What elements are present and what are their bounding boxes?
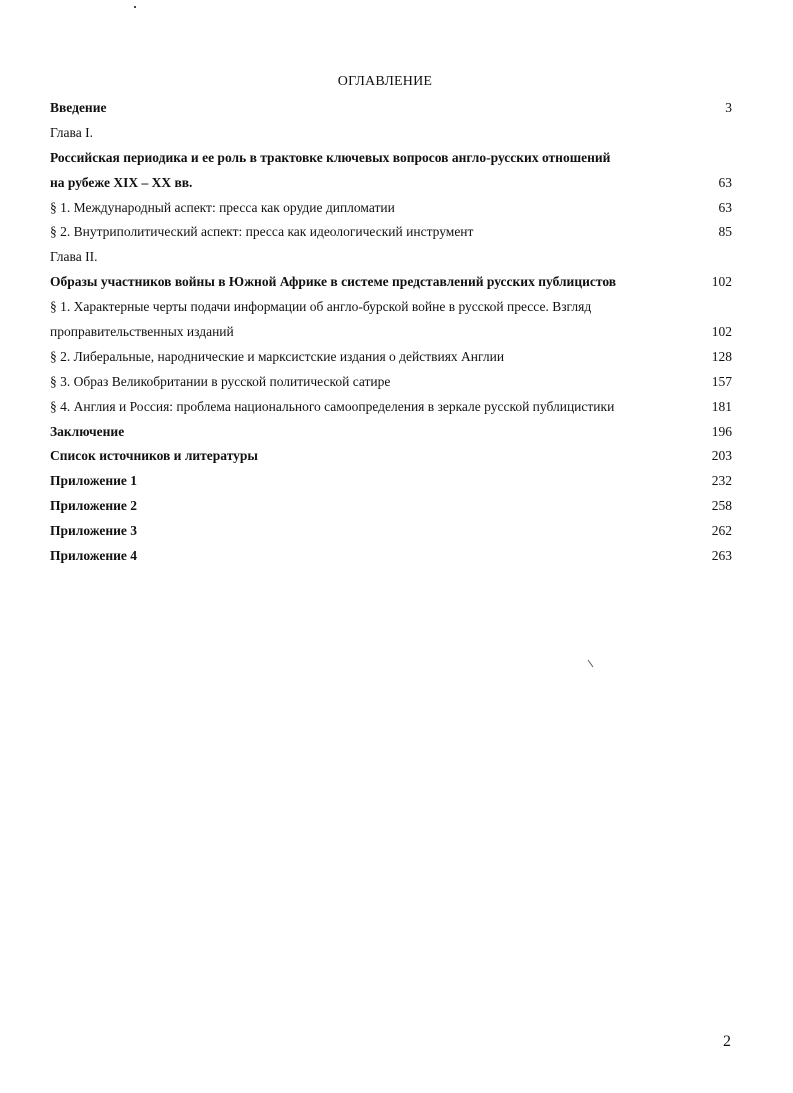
toc-entry-page: 262 [711, 523, 732, 539]
toc-entry-text: Введение [50, 100, 107, 115]
toc-entry [50, 395, 740, 420]
toc-entry-text: Образы участников войны в Южной Африке в системе представлений русских публицистов [50, 274, 617, 290]
toc-entry-text: Глава I. [50, 124, 93, 140]
toc-entry-text: § 3. Образ Великобритании в русской политической сатире [50, 373, 391, 389]
toc-entry [50, 420, 740, 445]
toc-entry-page: 102 [711, 324, 732, 340]
toc-entry [50, 370, 740, 395]
toc-entry-text: § 2. Внутриполитический аспект: пресса как идеологический инструмент [50, 224, 474, 240]
toc-entry-text: Заключение [50, 423, 125, 439]
toc-entry-page: 181 [711, 398, 732, 414]
toc-entry-text: § 1. Характерные черты подачи информации об англо-бурской войне в русской прессе. Взгляд [50, 299, 592, 315]
toc-entry-page: 3 [725, 100, 732, 115]
toc-entry-page: 157 [711, 373, 732, 389]
toc-entry [50, 444, 740, 469]
toc-entry-page: 196 [711, 423, 732, 439]
toc-entry [50, 544, 740, 569]
toc-entry [50, 96, 740, 121]
toc-entry-page: 63 [718, 174, 732, 190]
toc-entry [50, 494, 740, 519]
scan-speck [134, 6, 136, 8]
toc-entry-page: 258 [711, 498, 732, 514]
toc-entry [50, 220, 740, 245]
toc-entry-text: Приложение 2 [50, 498, 138, 514]
toc-entry [50, 320, 740, 345]
toc-entry [50, 245, 740, 270]
toc-entry [50, 519, 740, 544]
toc-entry-text: Приложение 4 [50, 548, 138, 564]
toc-entry [50, 469, 740, 494]
toc-list [50, 96, 740, 569]
toc-entry-page: 128 [711, 348, 732, 364]
toc-entry-text: на рубеже XIX – XX вв. [50, 174, 193, 190]
toc-entry [50, 146, 740, 171]
toc-entry-page: 203 [711, 448, 732, 464]
toc-entry-text: Приложение 3 [50, 523, 138, 539]
toc-entry-page: 102 [711, 274, 732, 290]
toc-entry-page: 85 [718, 224, 732, 240]
toc-entry [50, 171, 740, 196]
toc-entry-page: 263 [711, 548, 732, 564]
page-number: 2 [723, 1033, 731, 1050]
toc-entry-text: Российская периодика и ее роль в трактовке ключевых вопросов англо-русских отношений [50, 149, 611, 165]
toc-entry [50, 121, 740, 146]
toc-entry-text: Приложение 1 [50, 473, 138, 489]
toc-entry-text: Список источников и литературы [50, 448, 258, 464]
toc-entry-page: 63 [718, 199, 732, 215]
toc-entry-text: § 2. Либеральные, народнические и марксистские издания о действиях Англии [50, 348, 505, 364]
toc-entry-text: § 4. Англия и Россия: проблема национального самоопределения в зеркале русской публицистики [50, 398, 615, 414]
toc-entry-text: проправительственных изданий [50, 324, 234, 340]
toc-entry [50, 295, 740, 320]
toc-entry [50, 345, 740, 370]
toc-entry-page: 232 [711, 473, 732, 489]
toc-title: ОГЛАВЛЕНИЕ [337, 74, 433, 89]
toc-entry-text: § 1. Международный аспект: пресса как орудие дипломатии [50, 199, 395, 215]
scan-mark [587, 659, 595, 669]
toc-entry [50, 270, 740, 295]
toc-entry [50, 196, 740, 221]
toc-entry-text: Глава II. [50, 249, 98, 265]
